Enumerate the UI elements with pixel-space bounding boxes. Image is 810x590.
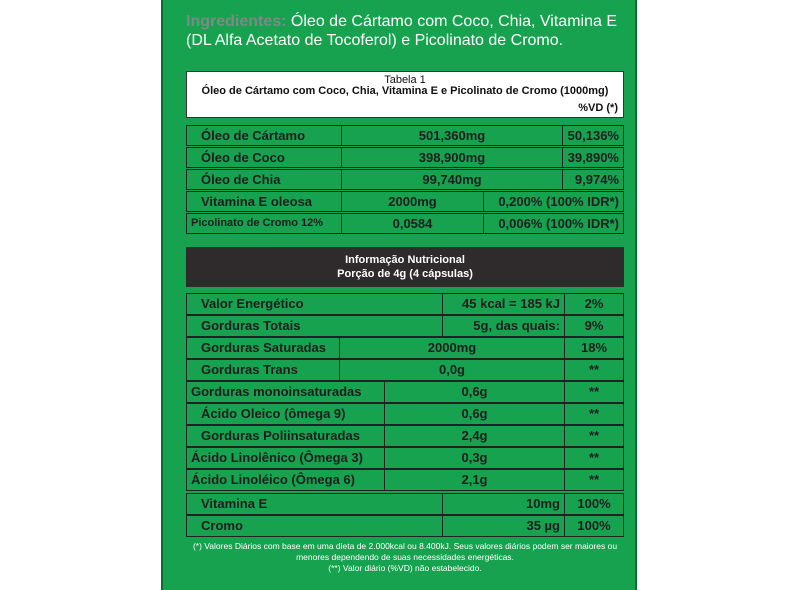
table1-row-name: Óleo de Chia xyxy=(186,169,342,190)
table1-header xyxy=(186,71,624,118)
nutrition-row-vd: ** xyxy=(564,447,624,469)
table1-row-amount: 398,900mg xyxy=(341,147,563,168)
table1-row-vd: 50,136% xyxy=(562,125,624,146)
nutrition-row-amount: 5g, das quais: xyxy=(442,315,565,337)
table1-subtitle: Óleo de Cártamo com Coco, Chia, Vitamina E e Picolinato de Cromo (1000mg) xyxy=(201,85,609,97)
nutrition-row-name: Gorduras monoinsaturadas xyxy=(186,381,385,403)
table1-row-name: Picolinato de Cromo 12% xyxy=(186,213,342,234)
footnote-not-established: (**) Valor diário (%VD) não estabelecido. xyxy=(328,563,482,573)
nutrition-portion: Porção de 4g (4 cápsulas) xyxy=(337,268,473,280)
table1-caption: Tabela 1 xyxy=(384,74,426,86)
nutrition-row-amount: 0,0g xyxy=(339,359,565,381)
table1-row-name: Óleo de Cártamo xyxy=(186,125,342,146)
table1-row-name: Vitamina E oleosa xyxy=(186,191,342,212)
table1-row-vd: 0,200% (100% IDR*) xyxy=(483,191,624,212)
nutrition-row-vd: ** xyxy=(564,359,624,381)
nutrition-row-name: Gorduras Poliinsaturadas xyxy=(186,425,385,447)
table1-row-vd: 39,890% xyxy=(562,147,624,168)
table1-row-amount: 0,0584 xyxy=(341,213,484,234)
nutrition-row-amount: 2000mg xyxy=(339,337,565,359)
nutrition-row-amount: 0,6g xyxy=(384,381,565,403)
nutrition-row-vd: 2% xyxy=(564,293,624,315)
nutrition-row-vd: ** xyxy=(564,425,624,447)
nutrition-row-name: Gorduras Trans xyxy=(186,359,340,381)
nutrition-row-amount: 10mg xyxy=(442,493,565,515)
nutrition-row-vd: ** xyxy=(564,381,624,403)
table1-row-amount: 99,740mg xyxy=(341,169,563,190)
table1-row-amount: 2000mg xyxy=(341,191,484,212)
nutrition-row-amount: 35 µg xyxy=(442,515,565,537)
nutrition-row-amount: 2,1g xyxy=(384,469,565,491)
nutrition-row-vd: 18% xyxy=(564,337,624,359)
nutrition-row-amount: 2,4g xyxy=(384,425,565,447)
nutrition-row-vd: 9% xyxy=(564,315,624,337)
nutrition-row-name: Cromo xyxy=(186,515,443,537)
footnote-daily-values: (*) Valores Diários com base em uma dieta de 2.000kcal ou 8.400kJ. Seus valores diários podem ser maiores ou menores dependendo de suas necessidades energéticas. xyxy=(192,541,618,562)
ingredients-text xyxy=(186,12,631,50)
table1-row-name: Óleo de Coco xyxy=(186,147,342,168)
nutrition-row-amount: 0,6g xyxy=(384,403,565,425)
nutrition-row-vd: ** xyxy=(564,469,624,491)
nutrition-row-vd: 100% xyxy=(564,515,624,537)
nutrition-title: Informação Nutricional xyxy=(345,254,465,266)
nutrition-row-name: Ácido Linoléico (Ômega 6) xyxy=(186,469,385,491)
nutrition-row-name: Gorduras Saturadas xyxy=(186,337,340,359)
table1-row-vd: 9,974% xyxy=(562,169,624,190)
nutrition-header xyxy=(186,247,624,287)
nutrition-row-name: Gorduras Totais xyxy=(186,315,443,337)
footnotes xyxy=(186,541,624,574)
nutrition-row-name: Vitamina E xyxy=(186,493,443,515)
ingredients-label: Ingredientes: xyxy=(186,13,287,30)
ingredients-list: Óleo de Cártamo com Coco, Chia, Vitamina E (DL Alfa Acetato de Tocoferol) e Picolinato de Cromo. xyxy=(186,13,617,49)
table1-row-vd: 0,006% (100% IDR*) xyxy=(483,213,624,234)
nutrition-row-name: Valor Energético xyxy=(186,293,443,315)
nutrition-row-amount: 45 kcal = 185 kJ xyxy=(442,293,565,315)
table1-vd-header: %VD (*) xyxy=(578,102,618,114)
nutrition-row-name: Ácido Linolênico (Ômega 3) xyxy=(186,447,385,469)
nutrition-row-amount: 0,3g xyxy=(384,447,565,469)
nutrition-row-vd: 100% xyxy=(564,493,624,515)
table1-row-amount: 501,360mg xyxy=(341,125,563,146)
nutrition-row-name: Ácido Oleico (ômega 9) xyxy=(186,403,385,425)
nutrition-row-vd: ** xyxy=(564,403,624,425)
